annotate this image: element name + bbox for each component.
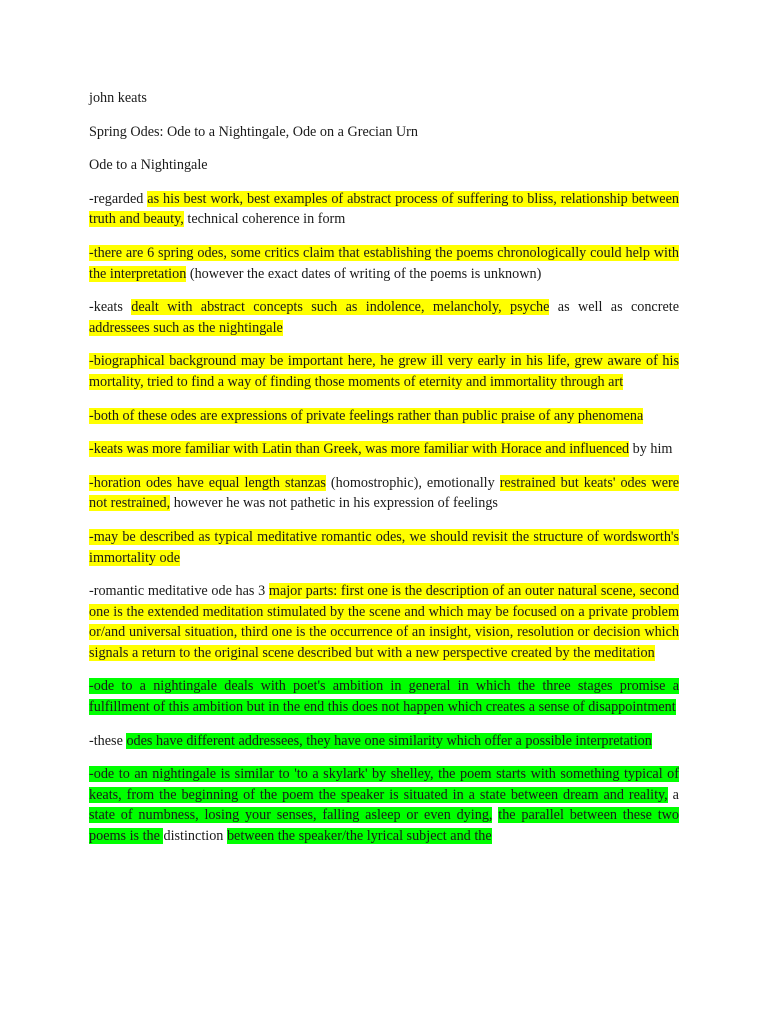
note-paragraph xyxy=(89,243,679,284)
highlight-yellow-text: -may be described as typical meditative romantic odes, we should revisit the structure of wordsworth's immortality ode xyxy=(89,528,679,566)
document-title: john keats xyxy=(89,90,147,106)
plain-text: however he was not pathetic in his expression of feelings xyxy=(170,495,498,512)
highlight-green-text: state of numbness, losing your senses, falling asleep or even dying, xyxy=(89,807,493,824)
plain-text: as well as concrete xyxy=(549,299,679,316)
note-paragraph xyxy=(89,297,679,338)
note-paragraph xyxy=(89,581,679,663)
highlight-green-text: -ode to an nightingale is similar to 'to a skylark' by shelley, the poem starts with something typical of keats, from the beginning of the poem the speaker is situated in a state between dream and reality, xyxy=(89,766,679,803)
note-paragraph xyxy=(89,676,679,717)
section-heading-spring-odes: Spring Odes: Ode to a Nightingale, Ode on a Grecian Urn xyxy=(89,123,418,140)
highlight-yellow-text: -both of these odes are expressions of private feelings rather than public praise of any phenomena xyxy=(89,407,644,424)
plain-text: a xyxy=(667,786,679,803)
highlight-yellow-text: as his best work, best examples of abstract process of suffering to bliss, relationship between truth and beauty, xyxy=(89,190,679,228)
plain-text: -regarded xyxy=(89,190,148,207)
highlight-yellow-text: -keats was more familiar with Latin than Greek, was more familiar with Horace and influenced xyxy=(89,441,630,458)
note-paragraph xyxy=(89,527,679,568)
highlight-yellow-text: addressees such as the nightingale xyxy=(89,319,283,336)
highlight-yellow-text: major parts: first one is the description of an outer natural scene, second one is the extended meditation stimulated by the scene and which may be focused on a private problem or/and universal situation, third one is the occurrence of an insight, vision, resolution or decision which signals a return to the original scene described but with a new perspective created by the meditation xyxy=(89,583,679,661)
plain-text: -romantic meditative ode has 3 xyxy=(89,583,269,600)
document-page xyxy=(89,88,679,860)
highlight-green-text: -ode to a nightingale deals with poet's ambition in general in which the three stages promise a fulfillment of this ambition but in the end this does not happen which creates a sense of disappointment xyxy=(89,678,679,716)
note-paragraph xyxy=(89,189,679,230)
note-paragraph xyxy=(89,731,679,752)
highlight-green-text: odes have different addressees, they have one similarity which offer a possible interpretation xyxy=(126,732,652,749)
plain-text: -keats xyxy=(89,299,132,316)
notes-body xyxy=(89,189,679,847)
highlight-yellow-text: -horation odes have equal length stanzas xyxy=(89,474,326,491)
note-paragraph xyxy=(89,351,679,392)
highlight-yellow-text: -there are 6 spring odes, some critics claim that establishing the poems chronologically could help with the interpretation xyxy=(89,244,679,282)
highlight-yellow-text: dealt with abstract concepts such as indolence, melancholy, psyche xyxy=(131,299,550,316)
note-paragraph xyxy=(89,406,679,427)
highlight-yellow-text: -biographical background may be important here, he grew ill very early in his life, grew aware of his mortality, tried to find a way of finding those moments of eternity and immortality through art xyxy=(89,353,679,390)
note-paragraph xyxy=(89,439,679,460)
note-paragraph xyxy=(89,764,679,846)
highlight-green-text: between the speaker/the lyrical subject and the xyxy=(226,828,492,845)
plain-text: -these xyxy=(89,732,127,749)
highlight-green-text: the parallel between these two poems is the xyxy=(89,807,679,845)
plain-text: (homostrophic), emotionally xyxy=(325,474,500,491)
plain-text: by him xyxy=(629,441,673,458)
highlight-yellow-text: restrained but keats' odes were not restrained, xyxy=(89,474,680,512)
plain-text: technical coherence in form xyxy=(183,211,346,228)
section-heading-nightingale: Ode to a Nightingale xyxy=(89,157,208,174)
note-paragraph xyxy=(89,473,679,514)
plain-text: (however the exact dates of writing of the poems is unknown) xyxy=(186,265,542,282)
plain-text: distinction xyxy=(163,828,227,845)
